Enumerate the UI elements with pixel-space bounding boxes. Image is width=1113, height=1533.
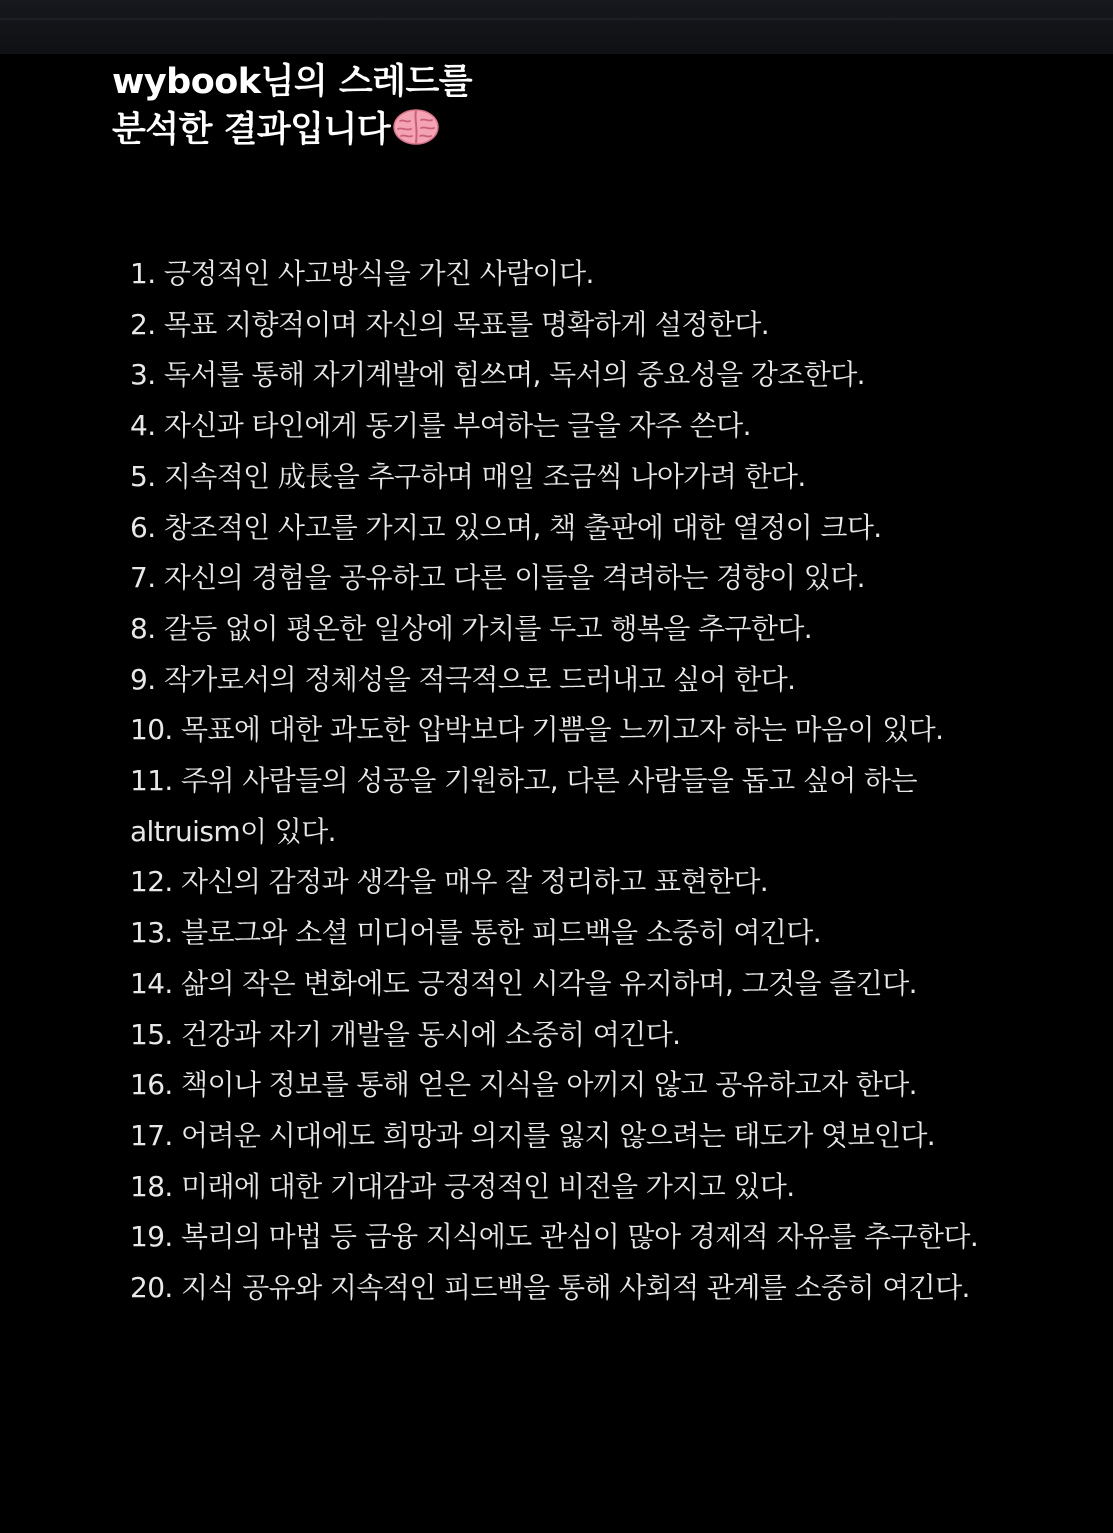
analysis-item: 14. 삶의 작은 변화에도 긍정적인 시각을 유지하며, 그것을 즐긴다. [130,966,917,1000]
brain-icon [392,107,440,160]
page-title [112,58,812,160]
analysis-list [130,249,990,1314]
analysis-item: 3. 독서를 통해 자기계발에 힘쓰며, 독서의 중요성을 강조한다. [130,358,865,392]
analysis-item: 13. 블로그와 소셜 미디어를 통한 피드백을 소중히 여긴다. [130,916,821,950]
analysis-item: 2. 목표 지향적이며 자신의 목표를 명확하게 설정한다. [130,307,770,341]
top-bar [0,0,1113,54]
analysis-item: 20. 지식 공유와 지속적인 피드백을 통해 사회적 관계를 소중히 여긴다. [130,1271,970,1305]
analysis-item: 11. 주위 사람들의 성공을 기원하고, 다른 사람들을 돕고 싶어 하는 altruism이 있다. [130,764,917,848]
analysis-item: 6. 창조적인 사고를 가지고 있으며, 책 출판에 대한 열정이 크다. [130,510,882,544]
title-line-2-text: 분석한 결과입니다 [112,110,391,150]
analysis-item: 18. 미래에 대한 기대감과 긍정적인 비전을 가지고 있다. [130,1169,795,1203]
analysis-item: 16. 책이나 정보를 통해 얻은 지식을 아끼지 않고 공유하고자 한다. [130,1068,917,1102]
title-line-2 [112,106,812,160]
analysis-item: 7. 자신의 경험을 공유하고 다른 이들을 격려하는 경향이 있다. [130,561,865,595]
analysis-item: 1. 긍정적인 사고방식을 가진 사람이다. [130,257,594,290]
analysis-item: 8. 갈등 없이 평온한 일상에 가치를 두고 행복을 추구한다. [130,611,813,645]
analysis-item: 9. 작가로서의 정체성을 적극적으로 드러내고 싶어 한다. [130,662,796,696]
analysis-item: 15. 건강과 자기 개발을 동시에 소중히 여긴다. [130,1017,681,1051]
analysis-item: 5. 지속적인 成長을 추구하며 매일 조금씩 나아가려 한다. [130,459,806,493]
analysis-item: 10. 목표에 대한 과도한 압박보다 기쁨을 느끼고자 하는 마음이 있다. [130,713,944,747]
title-line-1: wybook님의 스레드를 [112,62,473,102]
analysis-item: 17. 어려운 시대에도 희망과 의지를 잃지 않으려는 태도가 엿보인다. [130,1118,936,1152]
analysis-item: 12. 자신의 감정과 생각을 매우 잘 정리하고 표현한다. [130,865,769,899]
analysis-item: 4. 자신과 타인에게 동기를 부여하는 글을 자주 쓴다. [130,409,751,443]
top-bar-divider [0,18,1113,20]
analysis-item: 19. 복리의 마법 등 금융 지식에도 관심이 많아 경제적 자유를 추구한다. [130,1220,979,1254]
